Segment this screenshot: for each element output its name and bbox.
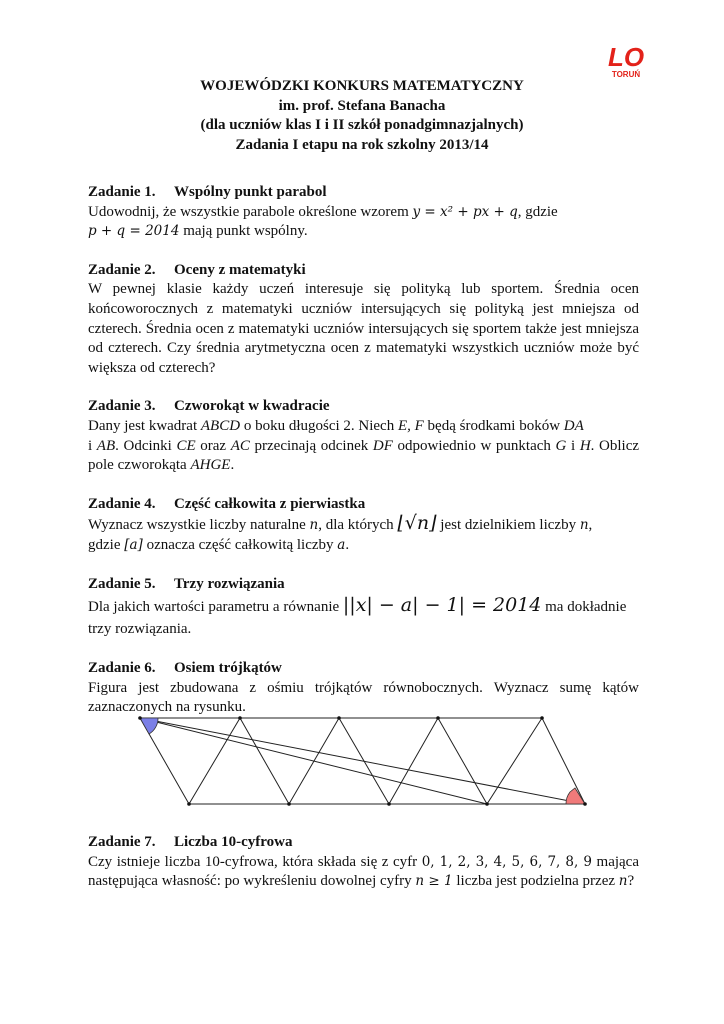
text-fragment: . Odcinki <box>115 437 177 454</box>
math-digits: 0, 1, 2, 3, 4, 5, 6, 7, 8, 9 <box>421 853 592 870</box>
math-symbol: G <box>555 437 567 454</box>
text-fragment: przecinają odcinek <box>249 437 373 454</box>
header-line-4: Zadania I etapu na rok szkolny 2013/14 <box>235 136 489 153</box>
math-condition: p + q = 2014 <box>88 223 180 240</box>
task-5 <box>88 575 639 641</box>
text-fragment: trzy rozwiązania. <box>88 621 192 638</box>
task-title <box>88 495 639 515</box>
tasks-content <box>88 183 639 737</box>
task-2 <box>88 261 639 379</box>
text-fragment: będą środkami boków <box>423 417 564 434</box>
task-text: W pewnej klasie każdy uczeń interesuje się polityką lub sportem. Średnia ocen końcoworocznych z matematyki uczniów intersujących się polityką jest mniejsza od czterech. Średnia ocen z matematyki uczniów intersujących się sportem także jest mniejsza od czterech. Czy średnia arytmetyczna ocen z matematyki wszystkich uczniów może być większa od czterech? <box>88 281 639 376</box>
text-fragment: oraz <box>195 437 231 454</box>
math-symbol: AB <box>96 437 116 454</box>
text-fragment: odpowiednio w punktach <box>392 437 556 454</box>
text-fragment: . Oblicz pole czworokąta <box>88 437 640 474</box>
task-number: Zadanie 3. <box>88 398 156 415</box>
task-7 <box>88 833 639 892</box>
task-title-text: Trzy rozwiązania <box>174 575 285 592</box>
diagonal-second <box>140 718 487 804</box>
math-equation: ||x| − a| − 1| = 2014 <box>342 594 542 617</box>
vertex <box>138 716 142 720</box>
math-symbol: n <box>579 517 589 534</box>
task-text <box>88 417 639 476</box>
task-1 <box>88 183 639 242</box>
task-number: Zadanie 4. <box>88 495 156 512</box>
text-fragment: , gdzie <box>517 203 558 220</box>
task-text <box>88 853 639 892</box>
task-number: Zadanie 5. <box>88 575 156 592</box>
task-number: Zadanie 2. <box>88 261 156 278</box>
text-fragment: jest dzielnikiem liczby <box>436 517 580 534</box>
math-symbol: DA <box>563 417 584 434</box>
math-symbol: E, F <box>397 417 424 434</box>
task-number: Zadanie 6. <box>88 660 156 677</box>
left-angle-marker <box>140 718 158 734</box>
right-angle-marker <box>566 788 585 804</box>
task-text <box>88 594 639 640</box>
task-text <box>88 514 639 555</box>
math-symbol: AHGE <box>190 457 231 474</box>
header-line-2: im. prof. Stefana Banacha <box>278 97 446 114</box>
task-title-text: Czworokąt w kwadracie <box>174 398 330 415</box>
text-fragment: ma dokładnie <box>541 599 627 616</box>
logo-main-text: LO <box>607 42 645 72</box>
task-title-text: Oceny z matematyki <box>174 261 306 278</box>
vertex <box>436 716 440 720</box>
text-fragment: Dany jest kwadrat <box>88 417 201 434</box>
task-title <box>88 261 639 281</box>
task-title-text: Wspólny punkt parabol <box>174 184 327 200</box>
task-title <box>88 397 639 417</box>
text-fragment: Udowodnij, że wszystkie parabole określone wzorem <box>88 203 413 220</box>
task-4 <box>88 495 639 556</box>
math-symbol: AC <box>230 437 250 454</box>
vertex <box>583 802 587 806</box>
text-fragment: Wyznacz wszystkie liczby naturalne <box>88 517 310 534</box>
text-fragment: , <box>588 517 593 534</box>
header-line-3: (dla uczniów klas I i II szkół ponadgimnazjalnych) <box>200 117 524 133</box>
document-header <box>0 77 724 155</box>
task-number: Zadanie 1. <box>88 184 156 200</box>
text-fragment: mająca następująca własność: po wykreśleniu dowolnej cyfry <box>88 853 639 890</box>
text-fragment: gdzie <box>88 536 125 553</box>
text-fragment: i <box>566 437 580 454</box>
math-formula: y = x² + px + q <box>412 203 518 220</box>
text-fragment: mają punkt wspólny. <box>179 223 308 240</box>
task-title-text: Liczba 10-cyfrowa <box>174 834 293 850</box>
task-title <box>88 659 639 679</box>
math-symbol: a <box>337 536 346 553</box>
vertex <box>387 802 391 806</box>
vertex <box>337 716 341 720</box>
logo-sub-text: TORUŃ <box>611 70 641 79</box>
text-fragment: liczba jest podzielna przez <box>452 873 619 890</box>
math-symbol: DF <box>372 437 393 454</box>
task-title-text: Część całkowita z pierwiastka <box>174 495 366 512</box>
task-text: Figura jest zbudowana z ośmiu trójkątów równobocznych. Wyznacz sumę kątów zaznaczonych na rysunku. <box>88 679 639 716</box>
math-symbol: n <box>618 873 628 890</box>
text-fragment: Dla jakich wartości parametru a równanie <box>88 599 343 616</box>
math-integer-part: [a] <box>124 536 143 553</box>
math-symbol: ABCD <box>200 417 241 434</box>
math-symbol: H <box>579 437 591 454</box>
header-line-1: WOJEWÓDZKI KONKURS MATEMATYCZNY <box>200 78 524 94</box>
task-number: Zadanie 7. <box>88 834 156 850</box>
text-fragment: o boku długości 2. Niech <box>240 417 398 434</box>
task-text <box>88 203 639 242</box>
task-title <box>88 183 639 203</box>
text-fragment: , dla których <box>318 517 398 534</box>
math-symbol: CE <box>176 437 196 454</box>
task-title-text: Osiem trójkątów <box>174 660 282 677</box>
task-title <box>88 575 639 595</box>
text-fragment: . <box>230 457 235 474</box>
vertex <box>187 802 191 806</box>
math-floor-sqrt: ⌊√n⌋ <box>397 512 437 535</box>
math-condition: n ≥ 1 <box>415 873 453 890</box>
task-3 <box>88 397 639 475</box>
diagonal-long <box>140 718 585 804</box>
vertex <box>287 802 291 806</box>
text-fragment: oznacza część całkowitą liczby <box>142 536 338 553</box>
text-fragment: i <box>88 437 97 454</box>
task-title <box>88 833 639 853</box>
triangles-figure <box>130 708 600 816</box>
text-fragment: . <box>345 536 350 553</box>
text-fragment: ? <box>627 873 635 890</box>
vertex <box>485 802 489 806</box>
vertex <box>540 716 544 720</box>
math-symbol: n <box>309 517 319 534</box>
text-fragment: Czy istnieje liczba 10-cyfrowa, która składa się z cyfr <box>88 853 422 870</box>
vertex <box>238 716 242 720</box>
